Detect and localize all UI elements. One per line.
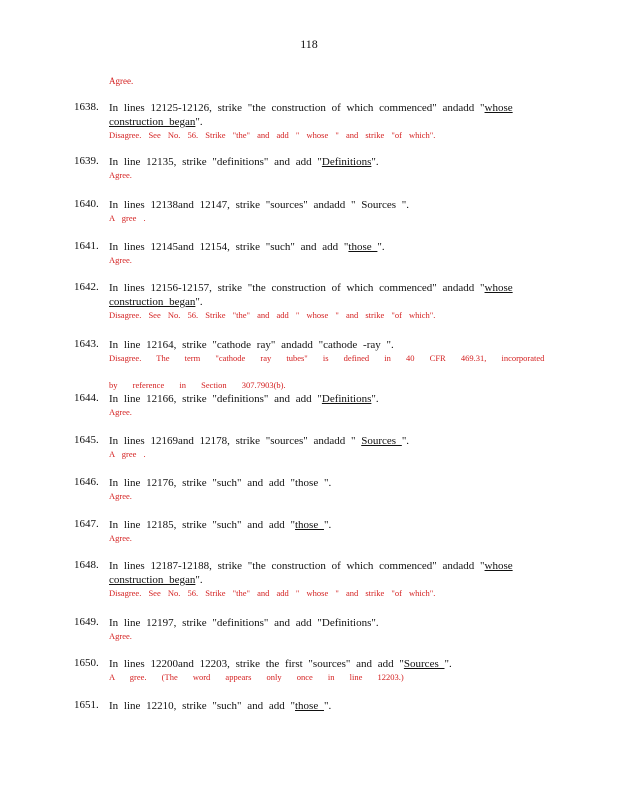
entry-response: A gree . <box>109 449 146 459</box>
entry-number: 1641. <box>74 240 99 252</box>
entry-response: A gree. (The word appears only once in line 12203.) <box>109 672 404 682</box>
entry-number: 1649. <box>74 616 99 628</box>
instruction-underlined-text: construction began <box>109 116 196 128</box>
instruction-text: In lines 12145and 12154, strike "such" and add " <box>109 241 349 253</box>
entry-instruction <box>109 155 549 169</box>
entry-instruction <box>109 281 549 309</box>
entry-instruction <box>109 434 549 448</box>
instruction-text: In line 12197, strike "definitions" and add "Definitions". <box>109 617 379 629</box>
instruction-text-end: ". <box>195 574 203 586</box>
instruction-underlined-text: whose <box>484 560 513 572</box>
entry-instruction <box>109 657 549 671</box>
instruction-underlined-text: whose <box>484 282 513 294</box>
page-number: 118 <box>300 37 318 51</box>
entry-response: Disagree. See No. 56. Strike "the" and add " whose " and strike "of which". <box>109 130 436 140</box>
instruction-text: In lines 12138and 12147, strike "sources" andadd " Sources ". <box>109 199 410 211</box>
instruction-underlined-text: those <box>295 519 324 531</box>
entry-body <box>109 657 549 683</box>
instruction-underlined-text: Definitions <box>321 393 372 405</box>
entry-instruction <box>109 338 549 352</box>
instruction-text: In line 12176, strike "such" and add "those ". <box>109 477 332 489</box>
entry-instruction <box>109 699 549 713</box>
instruction-text-end: ". <box>371 393 379 405</box>
instruction-text-end: ". <box>377 241 385 253</box>
instruction-underlined-text: those <box>295 700 324 712</box>
instruction-underlined-text: construction began <box>109 296 196 308</box>
entry-number: 1638. <box>74 101 99 113</box>
entry-response: Agree. <box>109 631 132 641</box>
entry-number: 1643. <box>74 338 99 350</box>
instruction-text-end: ". <box>323 700 332 712</box>
entry-response: Agree. <box>109 491 132 501</box>
instruction-underlined-text: those <box>348 241 378 253</box>
entry-response: Agree. <box>109 170 132 180</box>
instruction-text-end: ". <box>444 658 452 670</box>
entry-body <box>109 699 549 713</box>
entry-body <box>109 518 549 544</box>
entry-body <box>109 338 549 364</box>
entry-response: Agree. <box>109 533 132 543</box>
instruction-text: In lines 12125-12126, strike "the construction of which commenced" andadd " <box>109 102 485 114</box>
instruction-underlined-text: Sources <box>403 658 445 670</box>
instruction-underlined-text: Definitions <box>321 156 372 168</box>
instruction-text: In line 12185, strike "such" and add " <box>109 519 295 531</box>
instruction-text: In lines 12169and 12178, strike "sources" andadd " <box>109 435 362 447</box>
entry-body <box>109 392 549 418</box>
instruction-text-end: ". <box>323 519 332 531</box>
entry-body <box>109 476 549 502</box>
entry-response: Agree. <box>109 255 132 265</box>
entry-body <box>109 198 549 224</box>
entry-body <box>109 559 549 599</box>
entry-instruction <box>109 559 549 587</box>
entry-instruction <box>109 616 549 630</box>
instruction-text: In lines 12156-12157, strike "the construction of which commenced" andadd " <box>109 282 485 294</box>
entry-instruction <box>109 476 549 490</box>
entry-body <box>109 155 549 181</box>
instruction-text: In lines 12187-12188, strike "the construction of which commenced" andadd " <box>109 560 485 572</box>
entry-instruction <box>109 101 549 129</box>
entry-number: 1645. <box>74 434 99 446</box>
instruction-text: In line 12166, strike "definitions" and add " <box>109 393 322 405</box>
entry-body <box>109 616 549 642</box>
instruction-text-end: ". <box>195 296 203 308</box>
entry-body <box>109 240 549 266</box>
entry-number: 1651. <box>74 699 99 711</box>
instruction-text: In line 12135, strike "definitions" and add " <box>109 156 322 168</box>
entry-number: 1644. <box>74 392 99 404</box>
entry-body <box>109 434 549 460</box>
entry-response: Disagree. The term "cathode ray tubes" is defined in 40 CFR 469.31, incorporated <box>109 353 545 363</box>
instruction-underlined-text: whose <box>484 102 513 114</box>
entry-instruction <box>109 198 549 212</box>
entry-response: Disagree. See No. 56. Strike "the" and add " whose " and strike "of which". <box>109 588 436 598</box>
entry-number: 1646. <box>74 476 99 488</box>
instruction-text: In line 12210, strike "such" and add " <box>109 700 295 712</box>
entry-number: 1642. <box>74 281 99 293</box>
entry-number: 1639. <box>74 155 99 167</box>
entry-body <box>109 101 549 141</box>
entry-number: 1640. <box>74 198 99 210</box>
instruction-text-end: ". <box>195 116 203 128</box>
entry-body <box>109 281 549 321</box>
entry-response-continuation: by reference in Section 307.7903(b). <box>109 380 286 390</box>
entry-instruction <box>109 518 549 532</box>
entry-response: A gree . <box>109 213 146 223</box>
entry-number: 1648. <box>74 559 99 571</box>
instruction-underlined-text: construction began <box>109 574 196 586</box>
entry-number: 1647. <box>74 518 99 530</box>
entry-response: Agree. <box>109 407 132 417</box>
instruction-underlined-text: Sources <box>361 435 402 447</box>
entry-response: Disagree. See No. 56. Strike "the" and add " whose " and strike "of which". <box>109 310 436 320</box>
instruction-text: In lines 12200and 12203, strike the first "sources" and add " <box>109 658 404 670</box>
instruction-text-end: ". <box>371 156 379 168</box>
entry-number: 1650. <box>74 657 99 669</box>
instruction-text: In line 12164, strike "cathode ray" andadd "cathode -ray ". <box>109 339 394 351</box>
top-response: Agree. <box>109 76 134 86</box>
instruction-text-end: ". <box>401 435 410 447</box>
entry-instruction <box>109 392 549 406</box>
entry-instruction <box>109 240 549 254</box>
